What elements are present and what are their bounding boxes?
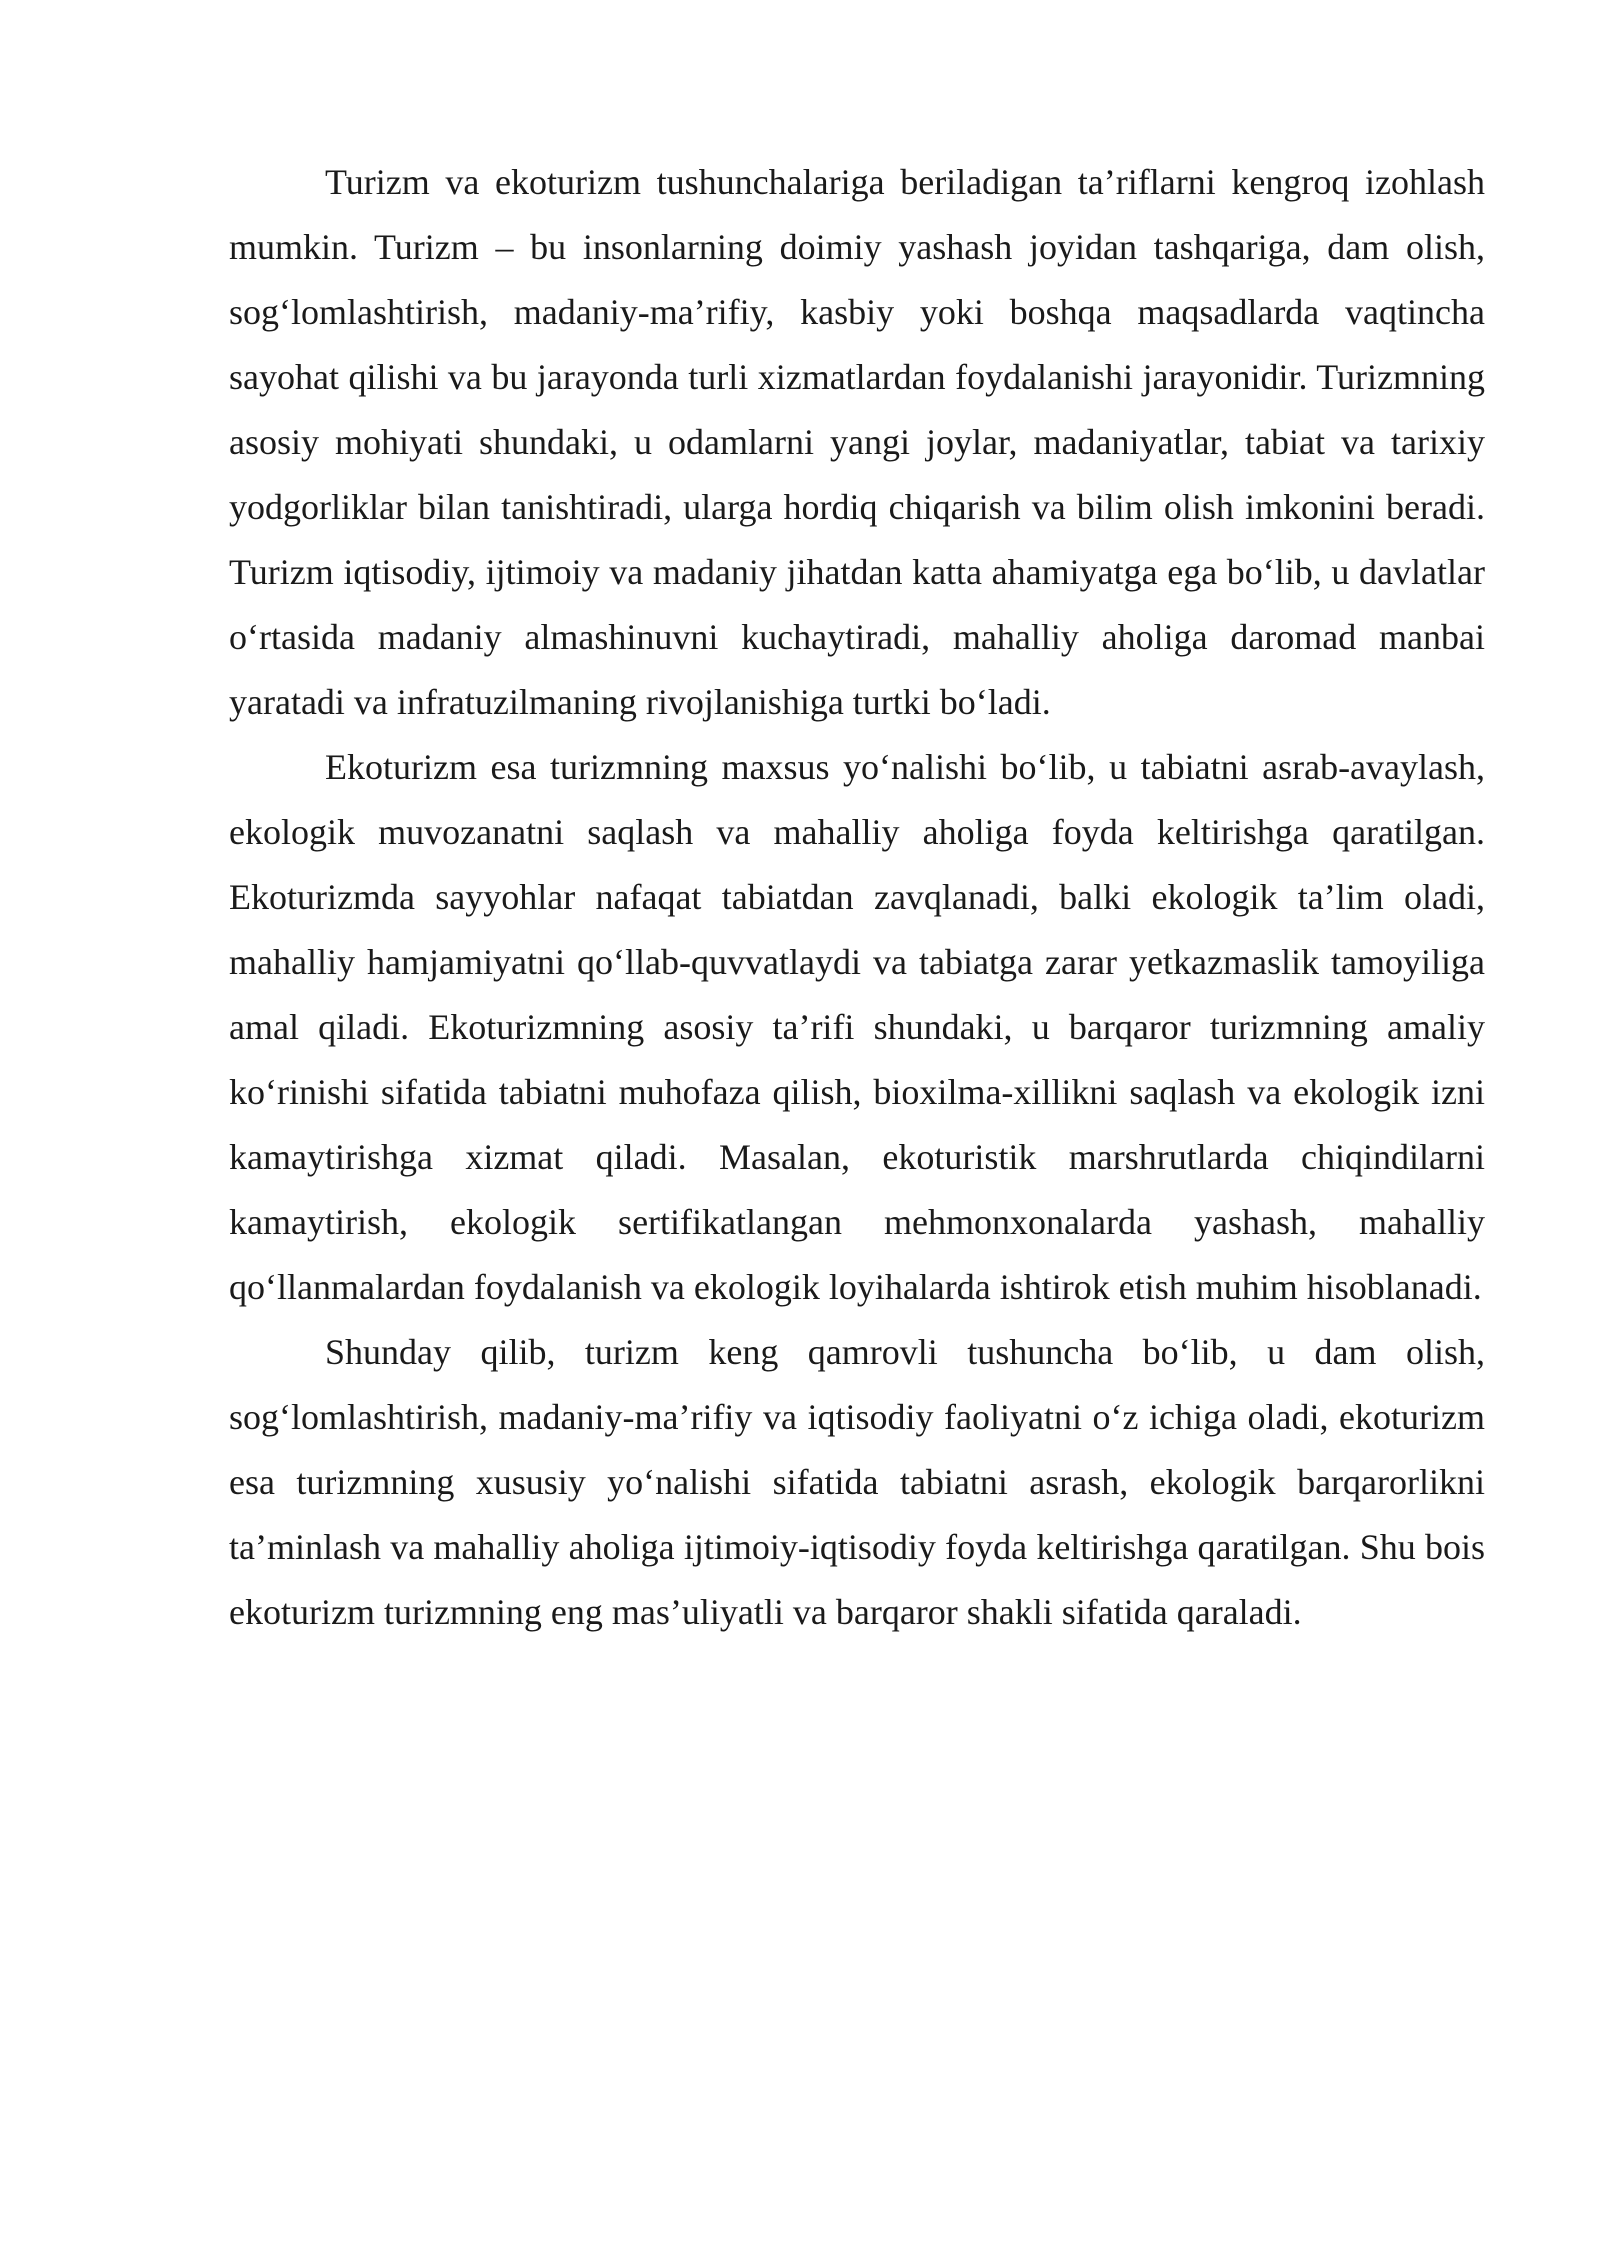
paragraph-conclusion: Shunday qilib, turizm keng qamrovli tushuncha bo‘lib, u dam olish, sog‘lomlashtirish, madaniy-ma’rifiy va iqtisodiy faoliyatni o‘z ichiga oladi, ekoturizm esa turizmning xususiy yo‘nalishi sifatida tabiatni asrash, ekologik barqarorlikni ta’minlash va mahalliy aholiga ijtimoiy-iqtisodiy foyda keltirishga qaratilgan. Shu bois ekoturizm turizmning eng mas’uliyatli va barqaror shakli sifatida qaraladi. [229,1332,1485,1632]
document-body [229,150,1485,1645]
paragraph-tourism-definition: Turizm va ekoturizm tushunchalariga beriladigan ta’riflarni kengroq izohlash mumkin. Turizm – bu insonlarning doimiy yashash joyidan tashqariga, dam olish, sog‘lomlashtirish, madaniy-ma’rifiy, kasbiy yoki boshqa maqsadlarda vaqtincha sayohat qilishi va bu jarayonda turli xizmatlardan foydalanishi jarayonidir. Turizmning asosiy mohiyati shundaki, u odamlarni yangi joylar, madaniyatlar, tabiat va tarixiy yodgorliklar bilan tanishtiradi, ularga hordiq chiqarish va bilim olish imkonini beradi. Turizm iqtisodiy, ijtimoiy va madaniy jihatdan katta ahamiyatga ega bo‘lib, u davlatlar o‘rtasida madaniy almashinuvni kuchaytiradi, mahalliy aholiga daromad manbai yaratadi va infratuzilmaning rivojlanishiga turtki bo‘ladi. [229,162,1485,722]
paragraph-ecotourism-definition: Ekoturizm esa turizmning maxsus yo‘nalishi bo‘lib, u tabiatni asrab-avaylash, ekologik muvozanatni saqlash va mahalliy aholiga foyda keltirishga qaratilgan. Ekoturizmda sayyohlar nafaqat tabiatdan zavqlanadi, balki ekologik ta’lim oladi, mahalliy hamjamiyatni qo‘llab-quvvatlaydi va tabiatga zarar yetkazmaslik tamoyiliga amal qiladi. Ekoturizmning asosiy ta’rifi shundaki, u barqaror turizmning amaliy ko‘rinishi sifatida tabiatni muhofaza qilish, bioxilma-xillikni saqlash va ekologik izni kamaytirishga xizmat qiladi. Masalan, ekoturistik marshrutlarda chiqindilarni kamaytirish, ekologik sertifikatlangan mehmonxonalarda yashash, mahalliy qo‘llanmalardan foydalanish va ekologik loyihalarda ishtirok etish muhim hisoblanadi. [229,747,1485,1307]
